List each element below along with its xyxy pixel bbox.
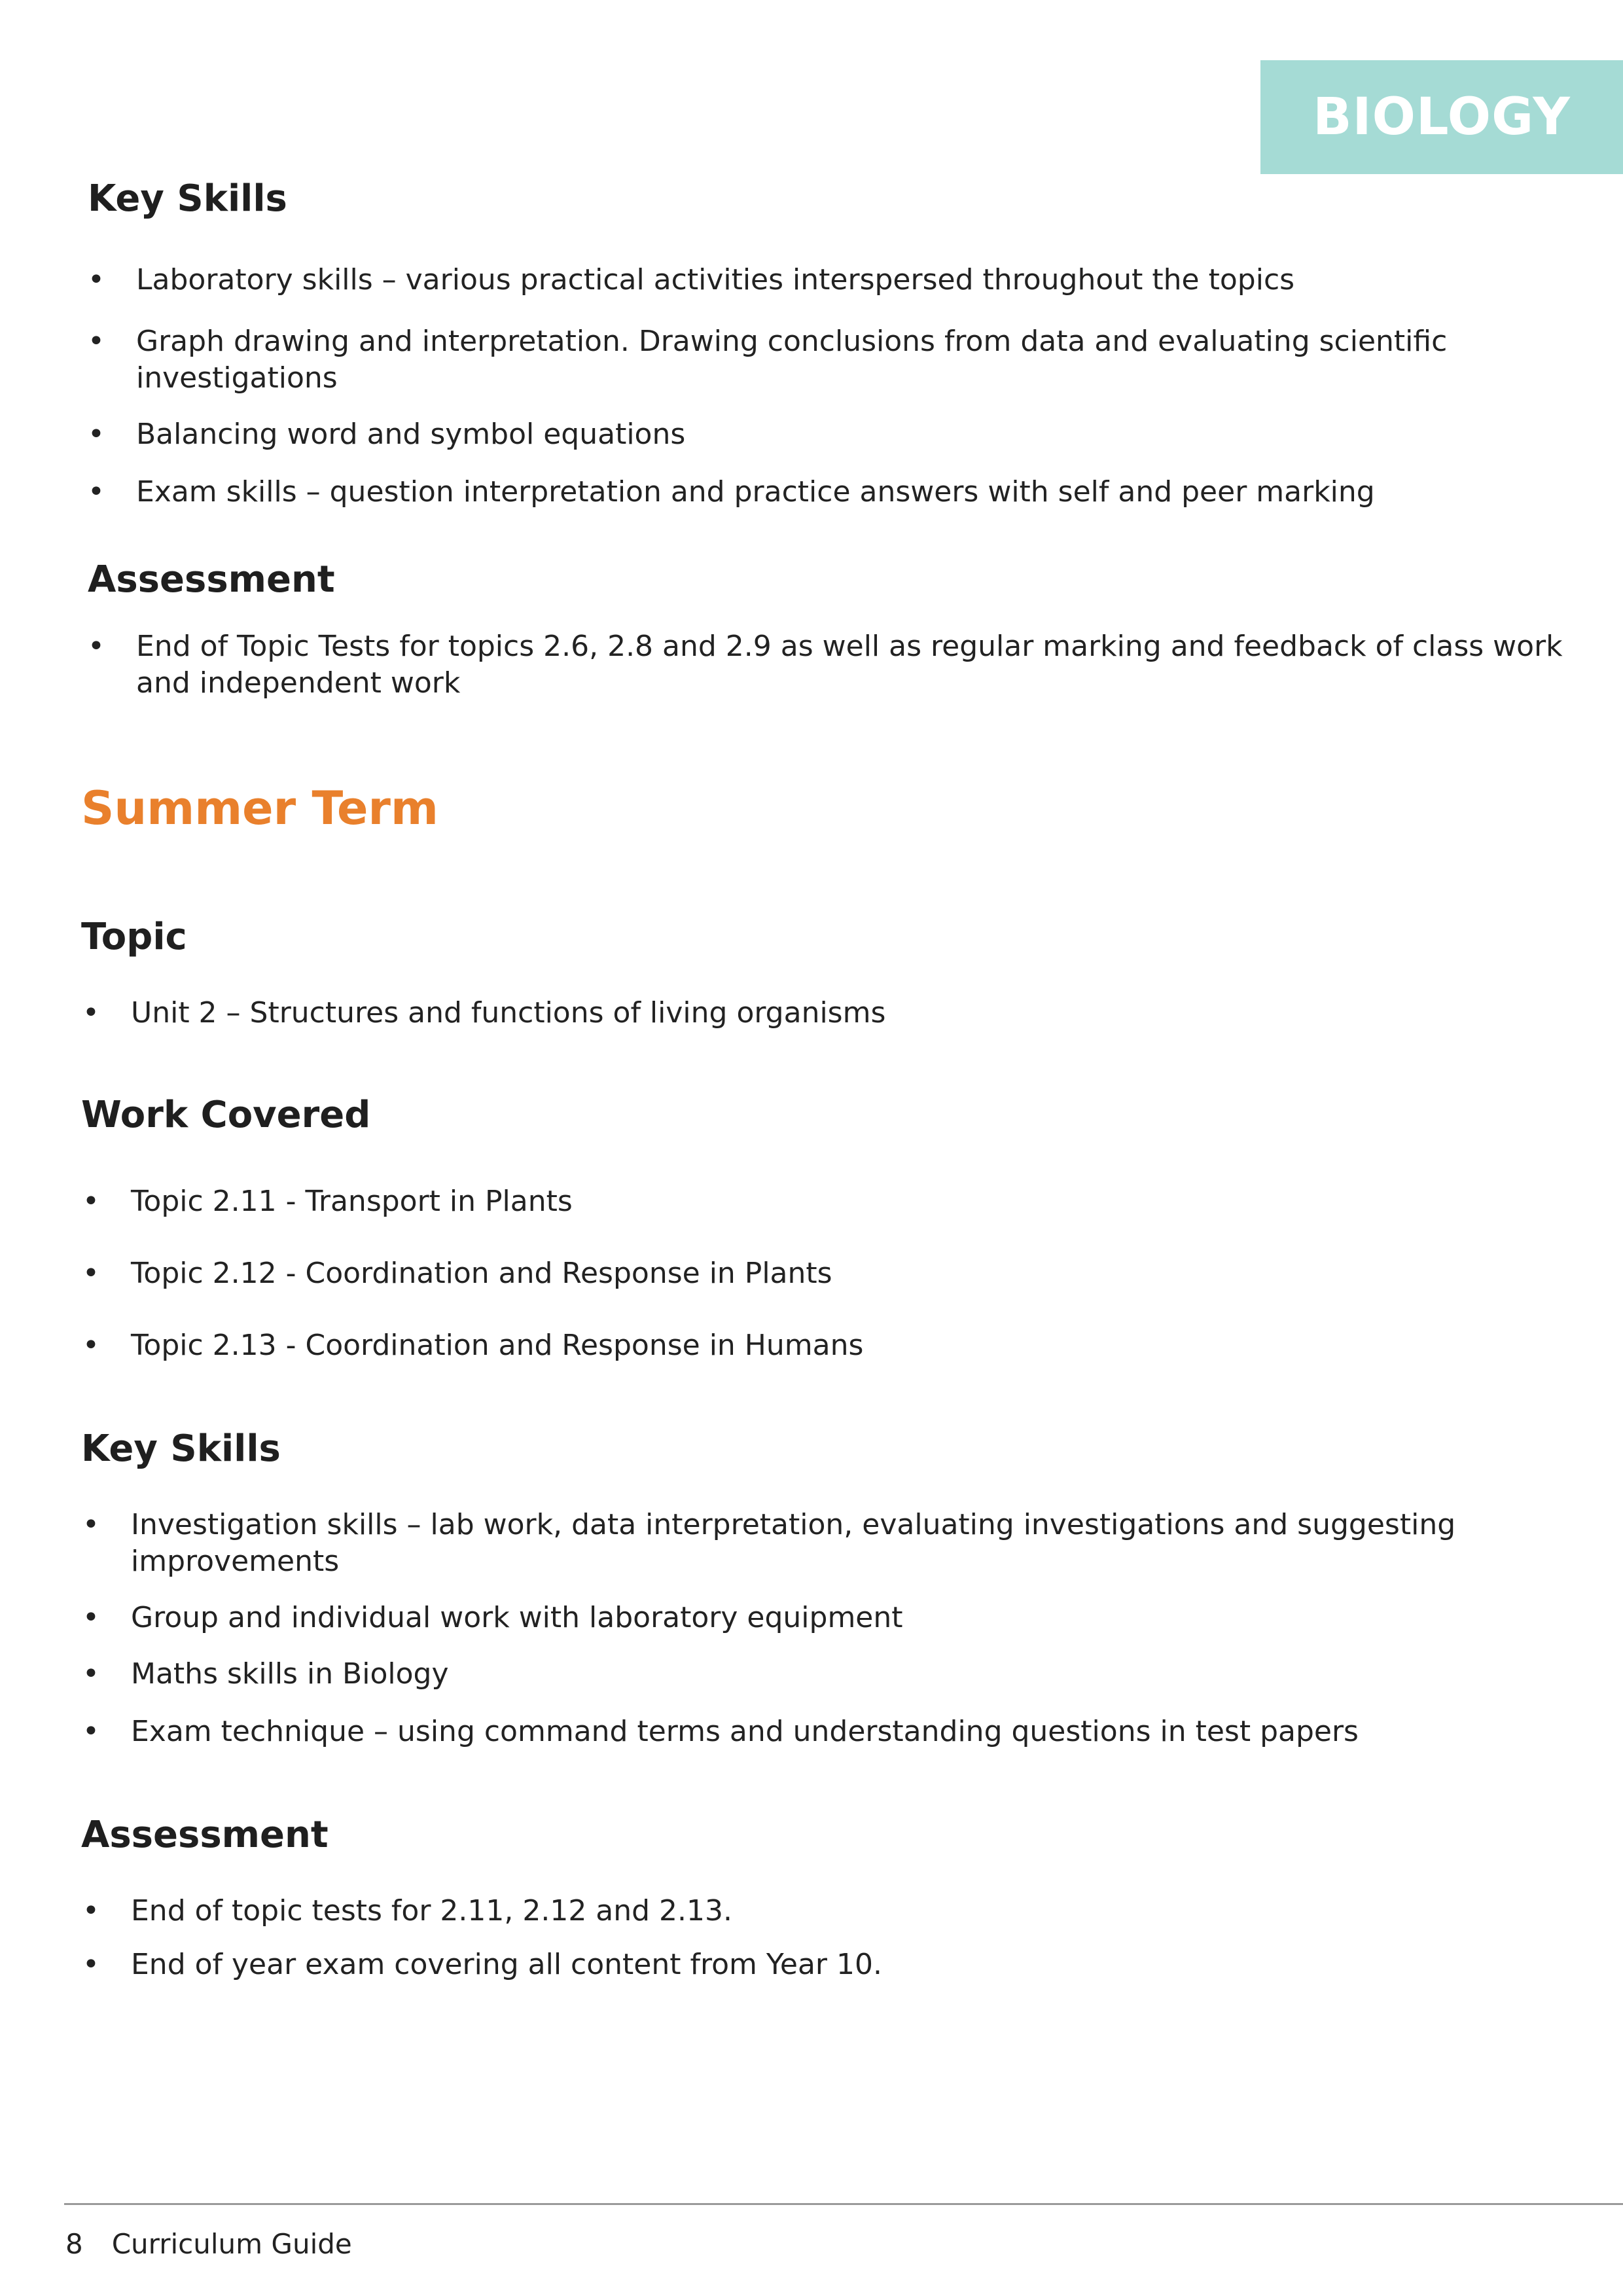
list-item: • Investigation skills – lab work, data interpretation, evaluating investigations and suggesting improvements bbox=[82, 1508, 1456, 1578]
list-item: • Graph drawing and interpretation. Drawing conclusions from data and evaluating scientific investigations bbox=[88, 325, 1448, 395]
key-skills-heading: Key Skills bbox=[81, 1427, 281, 1470]
assessment-heading: Assessment bbox=[81, 1814, 329, 1856]
assessment-heading: Assessment bbox=[88, 558, 335, 601]
list-item: • End of Topic Tests for topics 2.6, 2.8 and 2.9 as well as regular marking and feedback of class work and independent work bbox=[88, 630, 1563, 700]
bullet-icon: • bbox=[88, 325, 105, 358]
page-number: 8 bbox=[65, 2228, 83, 2260]
topic-heading: Topic bbox=[81, 916, 187, 958]
key-skills-heading: Key Skills bbox=[88, 177, 287, 220]
list-item: • Topic 2.11 - Transport in Plants bbox=[131, 1183, 1538, 1220]
footer bbox=[65, 2228, 352, 2260]
bullet-icon: • bbox=[82, 1894, 99, 1928]
list-item: • Topic 2.13 - Coordination and Response in Humans bbox=[131, 1327, 1538, 1364]
list-item: • End of topic tests for 2.11, 2.12 and 2.13. bbox=[131, 1893, 1538, 1929]
bullet-icon: • bbox=[88, 263, 105, 296]
list-item: • Laboratory skills – various practical activities interspersed throughout the topics bbox=[136, 262, 1543, 298]
bullet-icon: • bbox=[88, 475, 105, 509]
footer-divider bbox=[64, 2203, 1623, 2205]
bullet-icon: • bbox=[82, 1508, 99, 1541]
list-item: • Exam skills – question interpretation and practice answers with self and peer marking bbox=[136, 474, 1543, 511]
bullet-icon: • bbox=[82, 1715, 99, 1748]
list-item: • Balancing word and symbol equations bbox=[136, 416, 1543, 453]
bullet-icon: • bbox=[88, 630, 105, 663]
list-item: • Unit 2 – Structures and functions of living organisms bbox=[131, 995, 1538, 1031]
list-item: • Exam technique – using command terms and understanding questions in test papers bbox=[131, 1713, 1538, 1750]
bullet-icon: • bbox=[82, 1257, 99, 1290]
list-item: • Maths skills in Biology bbox=[131, 1656, 1538, 1693]
list-item: • End of year exam covering all content from Year 10. bbox=[131, 1946, 1538, 1983]
summer-term-title: Summer Term bbox=[81, 781, 438, 835]
list-item: • Topic 2.12 - Coordination and Response in Plants bbox=[131, 1255, 1538, 1292]
list-item: • Group and individual work with laboratory equipment bbox=[131, 1600, 1538, 1636]
bullet-icon: • bbox=[82, 1657, 99, 1691]
bullet-icon: • bbox=[88, 418, 105, 451]
work-covered-heading: Work Covered bbox=[81, 1094, 371, 1136]
bullet-icon: • bbox=[82, 1948, 99, 1981]
bullet-icon: • bbox=[82, 996, 99, 1030]
subject-badge: BIOLOGY bbox=[1260, 60, 1623, 174]
bullet-icon: • bbox=[82, 1329, 99, 1362]
guide-title: Curriculum Guide bbox=[111, 2228, 352, 2260]
bullet-icon: • bbox=[82, 1601, 99, 1634]
bullet-icon: • bbox=[82, 1185, 99, 1218]
